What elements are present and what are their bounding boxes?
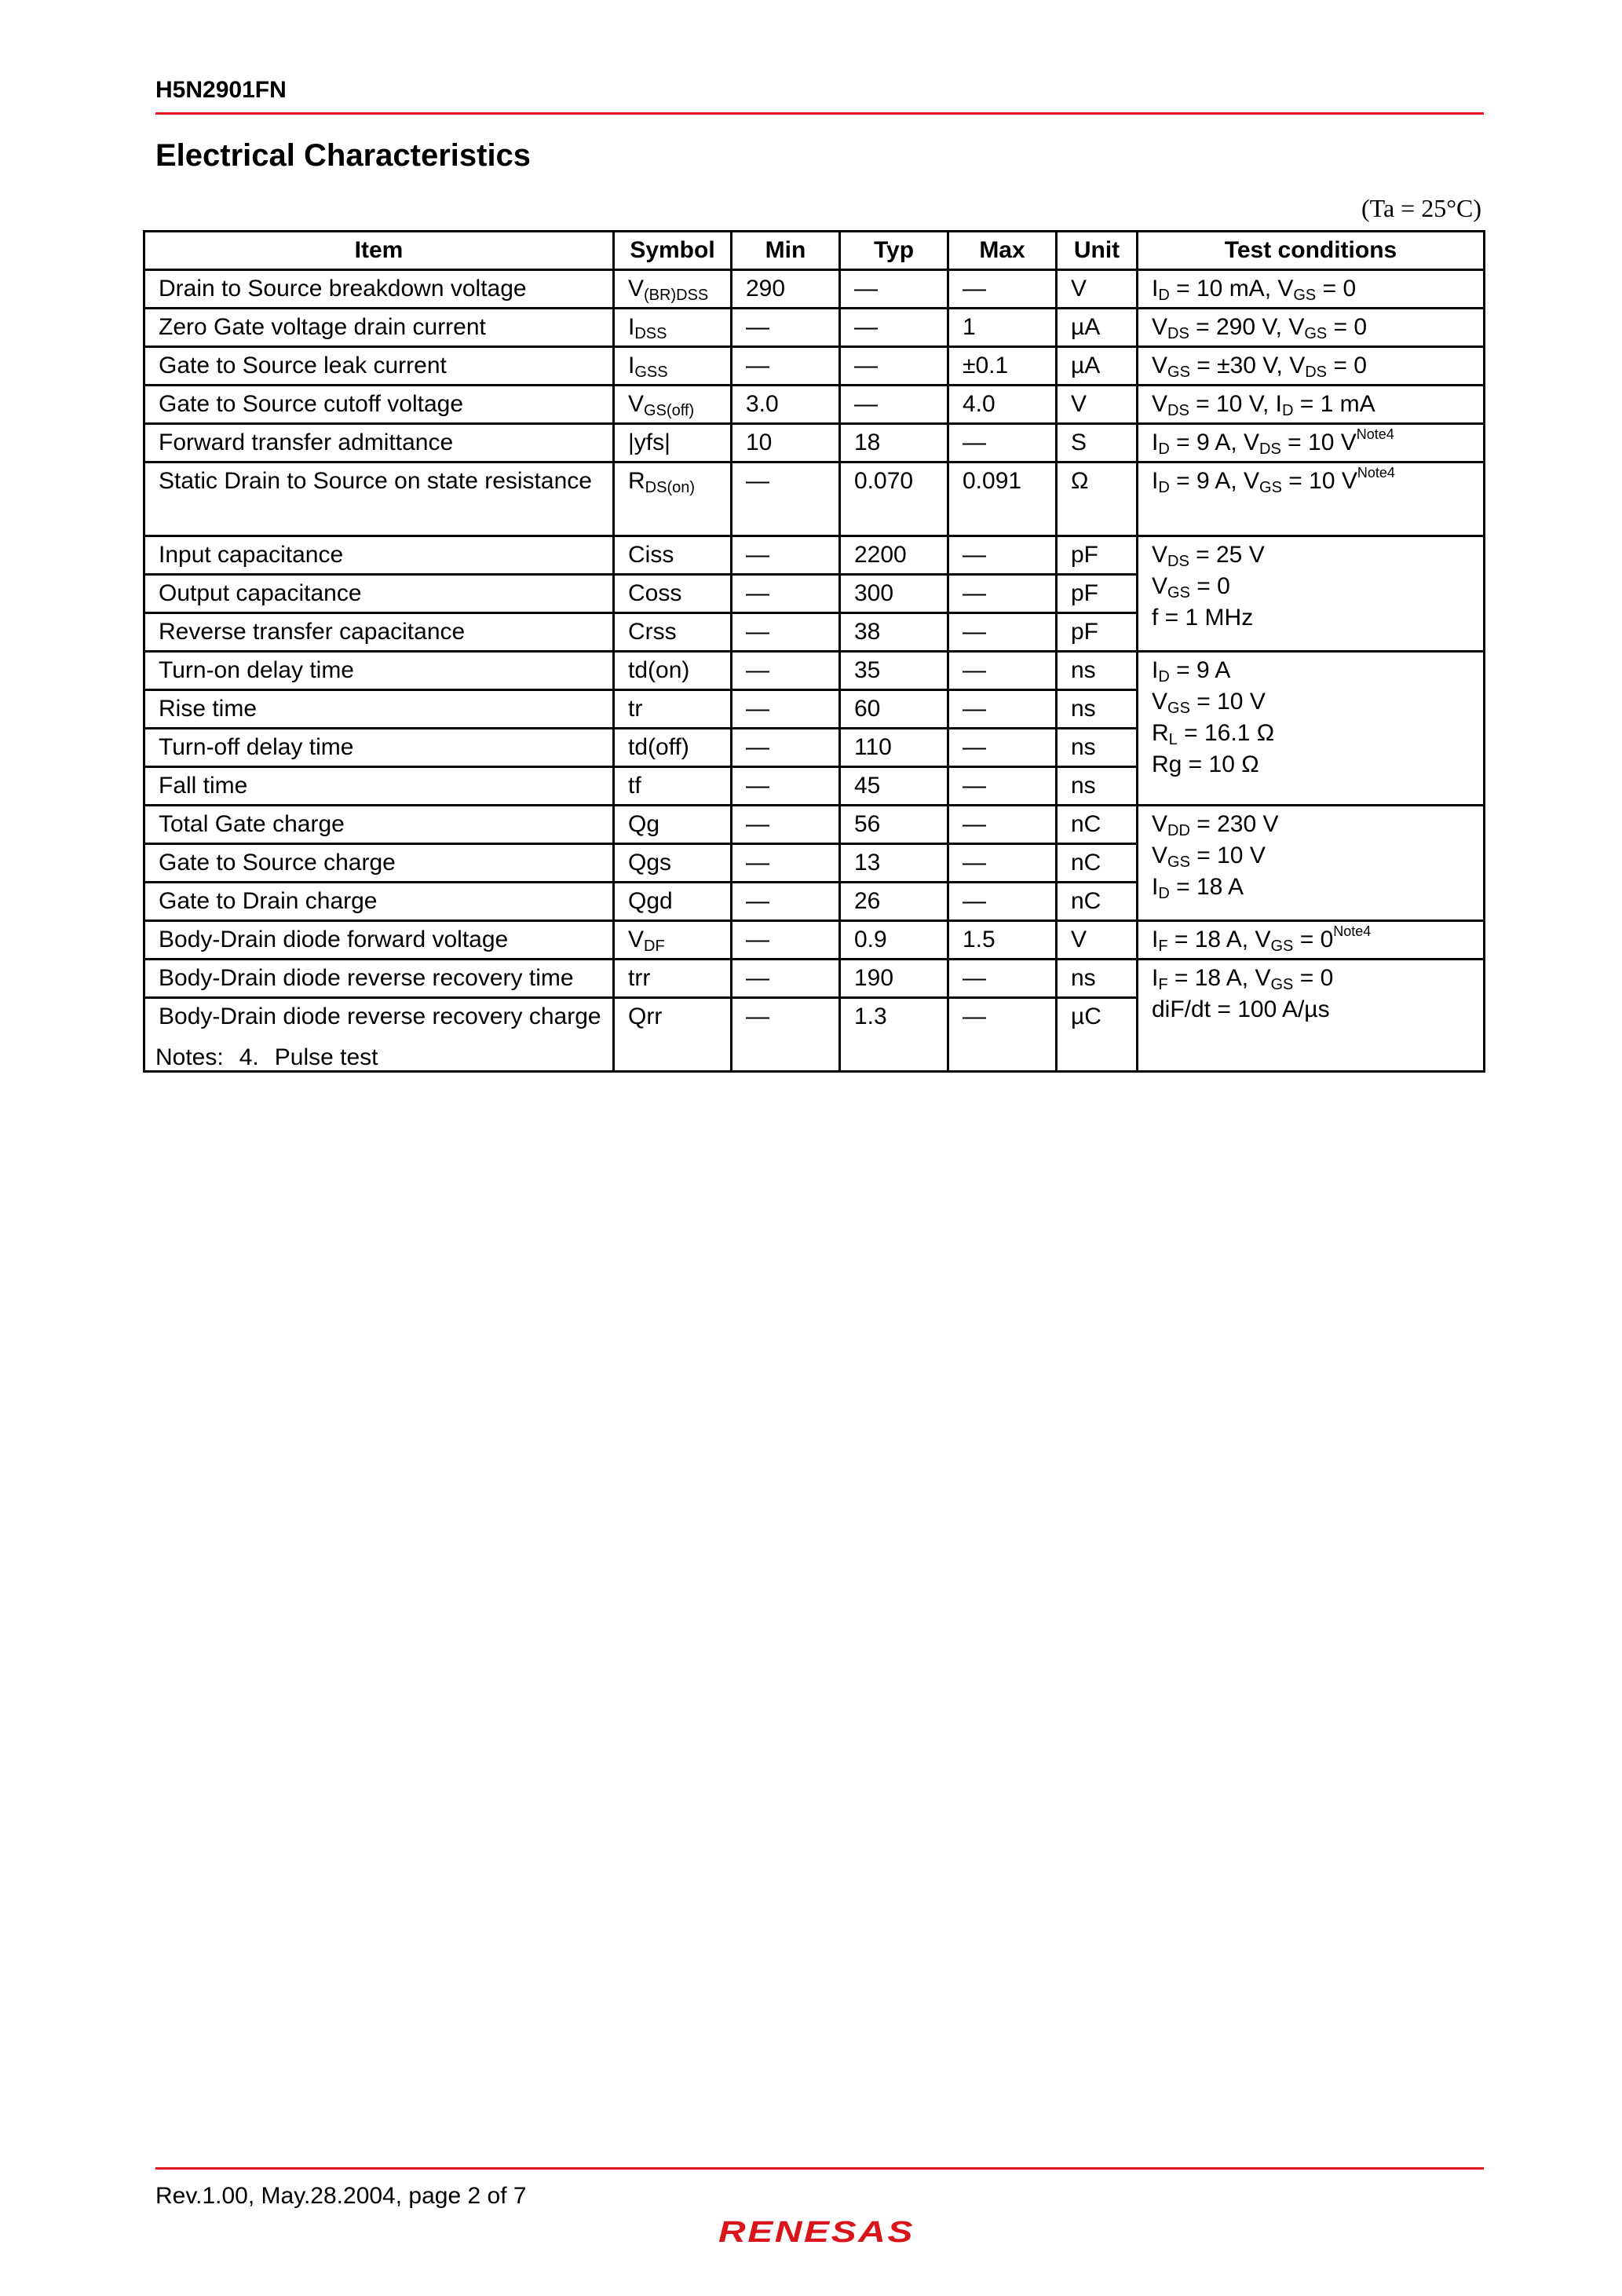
symbol-text: tf <box>628 773 641 799</box>
symbol-subscript: GS(off) <box>644 402 695 419</box>
symbol-text: td(off) <box>628 734 689 760</box>
symbol-text: Qg <box>628 811 660 837</box>
symbol-cell <box>614 883 732 921</box>
item-cell: Input capacitance <box>144 536 614 575</box>
unit-cell: ns <box>1057 652 1138 690</box>
max-cell: — <box>948 960 1057 998</box>
cond-text: R <box>1152 720 1169 746</box>
symbol-cell <box>614 309 732 347</box>
symbol-subscript: DS(on) <box>645 479 696 496</box>
symbol-cell <box>614 729 732 767</box>
max-cell: — <box>948 536 1057 575</box>
cond-text: = 10 V, I <box>1189 391 1282 417</box>
max-cell: — <box>948 767 1057 806</box>
symbol-cell <box>614 270 732 309</box>
cond-subscript: GS <box>1259 479 1282 496</box>
cond-text: I <box>1152 874 1159 900</box>
typ-cell: 56 <box>840 806 948 844</box>
symbol-text: Ciss <box>628 542 674 568</box>
typ-cell: 190 <box>840 960 948 998</box>
unit-cell: µA <box>1057 309 1138 347</box>
item-cell: Gate to Source cutoff voltage <box>144 386 614 424</box>
item-cell: Forward transfer admittance <box>144 424 614 462</box>
symbol-cell <box>614 690 732 729</box>
item-cell: Output capacitance <box>144 575 614 613</box>
unit-cell: pF <box>1057 575 1138 613</box>
test-conditions-cell <box>1138 536 1485 652</box>
typ-cell: 18 <box>840 424 948 462</box>
table-body <box>144 270 1485 1072</box>
cond-text: V <box>1152 391 1168 417</box>
symbol-cell <box>614 613 732 652</box>
cond-subscript: GS <box>1270 938 1294 955</box>
symbol-cell <box>614 536 732 575</box>
max-cell: 0.091 <box>948 462 1057 536</box>
cond-subscript: L <box>1168 731 1178 748</box>
test-conditions-cell <box>1138 386 1485 424</box>
table-row <box>144 806 1485 844</box>
cond-subscript: D <box>1158 441 1170 458</box>
symbol-cell <box>614 960 732 998</box>
symbol-cell <box>614 844 732 883</box>
test-conditions-cell <box>1138 309 1485 347</box>
cond-subscript: F <box>1158 938 1168 955</box>
cond-text: diF/dt = 100 A/µs <box>1152 996 1330 1022</box>
ambient-condition: (Ta = 25°C) <box>1361 194 1481 222</box>
cond-text: = 0 <box>1327 314 1368 340</box>
notes <box>155 1044 393 1071</box>
cond-subscript: GS <box>1304 325 1328 342</box>
item-cell: Body-Drain diode forward voltage <box>144 921 614 960</box>
typ-cell: — <box>840 386 948 424</box>
max-cell: ±0.1 <box>948 347 1057 386</box>
unit-cell: S <box>1057 424 1138 462</box>
min-cell: — <box>732 613 840 652</box>
cond-text: I <box>1152 468 1159 494</box>
item-cell: Gate to Drain charge <box>144 883 614 921</box>
item-cell: Gate to Source charge <box>144 844 614 883</box>
test-conditions-cell <box>1138 424 1485 462</box>
symbol-cell <box>614 767 732 806</box>
col-header: Min <box>732 232 840 270</box>
symbol-subscript: DF <box>644 938 665 955</box>
cond-subscript: DS <box>1259 441 1281 458</box>
cond-subscript: DS <box>1167 402 1189 419</box>
typ-cell: 45 <box>840 767 948 806</box>
min-cell: — <box>732 883 840 921</box>
cond-text: V <box>1152 353 1168 378</box>
col-header: Unit <box>1057 232 1138 270</box>
cond-text: V <box>1152 811 1168 837</box>
cond-text: = 10 V <box>1189 843 1266 868</box>
symbol-text: td(on) <box>628 657 690 683</box>
test-conditions-cell <box>1138 921 1485 960</box>
test-conditions-cell <box>1138 462 1485 536</box>
symbol-cell <box>614 386 732 424</box>
test-conditions-cell <box>1138 347 1485 386</box>
max-cell: — <box>948 652 1057 690</box>
cond-text: I <box>1152 276 1159 302</box>
unit-cell: µA <box>1057 347 1138 386</box>
cond-text: V <box>1152 314 1168 340</box>
symbol-text: I <box>628 314 635 340</box>
min-cell: — <box>732 309 840 347</box>
item-cell: Gate to Source leak current <box>144 347 614 386</box>
item-cell: Body-Drain diode reverse recovery charge <box>144 998 614 1072</box>
cond-subscript: DD <box>1167 822 1190 839</box>
cond-text: I <box>1152 657 1159 683</box>
table-row <box>144 960 1485 998</box>
min-cell: 290 <box>732 270 840 309</box>
typ-cell: 35 <box>840 652 948 690</box>
table-row <box>144 536 1485 575</box>
cond-text: = 9 A, V <box>1169 468 1260 494</box>
test-conditions-cell <box>1138 652 1485 806</box>
min-cell: — <box>732 462 840 536</box>
cond-text: I <box>1152 927 1159 952</box>
min-cell: — <box>732 767 840 806</box>
header-rule <box>155 112 1484 115</box>
max-cell: — <box>948 806 1057 844</box>
symbol-text: V <box>628 391 645 417</box>
cond-text: = 18 A <box>1169 874 1244 900</box>
max-cell: — <box>948 844 1057 883</box>
typ-cell: 2200 <box>840 536 948 575</box>
cond-subscript: GS <box>1167 854 1190 871</box>
cond-text: V <box>1152 689 1168 715</box>
item-cell: Total Gate charge <box>144 806 614 844</box>
cond-text: I <box>1152 965 1159 991</box>
typ-cell: 38 <box>840 613 948 652</box>
note-ref: Note4 <box>1357 465 1395 481</box>
cond-subscript: F <box>1158 976 1168 993</box>
max-cell: — <box>948 998 1057 1072</box>
symbol-cell <box>614 652 732 690</box>
table-row <box>144 270 1485 309</box>
typ-cell: 1.3 <box>840 998 948 1072</box>
cond-text: I <box>1152 430 1159 455</box>
min-cell: — <box>732 652 840 690</box>
footer-revision: Rev.1.00, May.28.2004, page 2 of 7 <box>155 2183 527 2209</box>
col-header: Typ <box>840 232 948 270</box>
cond-text: = 0 <box>1316 276 1357 302</box>
characteristics-table <box>143 230 1485 1073</box>
cond-text: = 9 A, V <box>1169 430 1260 455</box>
svg-text:RENESAS: RENESAS <box>718 2216 915 2249</box>
unit-cell: V <box>1057 270 1138 309</box>
item-cell: Zero Gate voltage drain current <box>144 309 614 347</box>
note-number: 4. <box>239 1044 259 1070</box>
item-cell: Turn-off delay time <box>144 729 614 767</box>
cond-text: = 0 <box>1327 353 1367 378</box>
unit-cell: V <box>1057 386 1138 424</box>
cond-text: = 290 V, V <box>1189 314 1305 340</box>
cond-text: = 25 V <box>1189 542 1265 568</box>
table-row <box>144 921 1485 960</box>
min-cell: — <box>732 960 840 998</box>
symbol-text: I <box>628 353 635 378</box>
unit-cell: pF <box>1057 536 1138 575</box>
min-cell: — <box>732 347 840 386</box>
cond-text: = 18 A, V <box>1167 965 1271 991</box>
cond-text: V <box>1152 542 1168 568</box>
section-title: Electrical Characteristics <box>155 138 532 173</box>
cond-text: V <box>1152 843 1168 868</box>
note-text: Pulse test <box>274 1044 378 1070</box>
max-cell: — <box>948 613 1057 652</box>
col-header: Item <box>144 232 614 270</box>
min-cell: — <box>732 729 840 767</box>
cond-subscript: D <box>1281 402 1294 419</box>
max-cell: — <box>948 575 1057 613</box>
symbol-subscript: GSS <box>634 364 668 381</box>
table-row <box>144 424 1485 462</box>
notes-label: Notes: <box>155 1044 224 1070</box>
symbol-text: Qgd <box>628 888 673 914</box>
max-cell: 4.0 <box>948 386 1057 424</box>
symbol-cell <box>614 921 732 960</box>
symbol-text: V <box>628 276 645 302</box>
cond-subscript: DS <box>1305 364 1328 381</box>
cond-subscript: GS <box>1293 287 1317 304</box>
cond-text: = 230 V <box>1189 811 1279 837</box>
symbol-text: trr <box>628 965 651 991</box>
cond-text: Rg = 10 Ω <box>1152 751 1259 777</box>
table-row <box>144 309 1485 347</box>
min-cell: 10 <box>732 424 840 462</box>
renesas-logo <box>718 2210 922 2250</box>
cond-subscript: DS <box>1167 325 1189 342</box>
part-number: H5N2901FN <box>155 77 287 103</box>
symbol-text: Crss <box>628 619 677 645</box>
cond-text: = 18 A, V <box>1167 927 1271 952</box>
symbol-text: R <box>628 468 645 494</box>
typ-cell: 0.070 <box>840 462 948 536</box>
cond-text: = 10 V <box>1189 689 1266 715</box>
cond-subscript: GS <box>1167 700 1190 717</box>
typ-cell: 0.9 <box>840 921 948 960</box>
cond-text: = 16.1 Ω <box>1177 720 1275 746</box>
col-header: Max <box>948 232 1057 270</box>
typ-cell: 26 <box>840 883 948 921</box>
min-cell: 3.0 <box>732 386 840 424</box>
unit-cell: nC <box>1057 883 1138 921</box>
min-cell: — <box>732 806 840 844</box>
test-conditions-cell <box>1138 960 1485 1072</box>
typ-cell: 13 <box>840 844 948 883</box>
unit-cell: ns <box>1057 690 1138 729</box>
unit-cell: Ω <box>1057 462 1138 536</box>
max-cell: — <box>948 424 1057 462</box>
item-cell: Fall time <box>144 767 614 806</box>
min-cell: — <box>732 575 840 613</box>
min-cell: — <box>732 998 840 1072</box>
symbol-text: |yfs| <box>628 430 670 455</box>
min-cell: — <box>732 844 840 883</box>
unit-cell: ns <box>1057 767 1138 806</box>
symbol-subscript: DSS <box>634 325 667 342</box>
max-cell: — <box>948 883 1057 921</box>
table-header-row <box>144 232 1485 270</box>
col-header: Test conditions <box>1138 232 1485 270</box>
cond-text: = 10 mA, V <box>1169 276 1294 302</box>
symbol-cell <box>614 998 732 1072</box>
symbol-cell <box>614 806 732 844</box>
unit-cell: pF <box>1057 613 1138 652</box>
symbol-cell <box>614 575 732 613</box>
table-row <box>144 386 1485 424</box>
min-cell: — <box>732 921 840 960</box>
test-conditions-cell <box>1138 270 1485 309</box>
max-cell: 1 <box>948 309 1057 347</box>
cond-subscript: GS <box>1167 584 1190 601</box>
max-cell: — <box>948 729 1057 767</box>
unit-cell: nC <box>1057 806 1138 844</box>
cond-subscript: GS <box>1270 976 1294 993</box>
cond-subscript: D <box>1158 287 1170 304</box>
footer-rule <box>155 2167 1484 2170</box>
max-cell: — <box>948 270 1057 309</box>
typ-cell: 300 <box>840 575 948 613</box>
unit-cell: ns <box>1057 729 1138 767</box>
table-row <box>144 652 1485 690</box>
cond-text: = 9 A <box>1169 657 1231 683</box>
cond-text: = 1 mA <box>1293 391 1375 417</box>
cond-text: = ±30 V, V <box>1189 353 1306 378</box>
cond-text: f = 1 MHz <box>1152 605 1254 631</box>
item-cell: Reverse transfer capacitance <box>144 613 614 652</box>
test-conditions-cell <box>1138 806 1485 921</box>
max-cell: 1.5 <box>948 921 1057 960</box>
symbol-cell <box>614 424 732 462</box>
cond-text: = 0 <box>1293 927 1334 952</box>
table-row <box>144 462 1485 536</box>
typ-cell: 60 <box>840 690 948 729</box>
symbol-text: V <box>628 927 645 952</box>
note-ref: Note4 <box>1333 923 1372 939</box>
symbol-text: Qgs <box>628 850 672 876</box>
item-cell: Drain to Source breakdown voltage <box>144 270 614 309</box>
symbol-cell <box>614 462 732 536</box>
unit-cell: µC <box>1057 998 1138 1072</box>
item-cell: Static Drain to Source on state resistance <box>144 462 614 536</box>
cond-subscript: D <box>1158 668 1170 686</box>
cond-text: = 0 <box>1293 965 1334 991</box>
cond-subscript: DS <box>1167 553 1189 570</box>
cond-text: = 0 <box>1189 573 1230 599</box>
cond-text: = 10 V <box>1280 430 1357 455</box>
max-cell: — <box>948 690 1057 729</box>
unit-cell: ns <box>1057 960 1138 998</box>
typ-cell: 110 <box>840 729 948 767</box>
typ-cell: — <box>840 347 948 386</box>
symbol-text: Qrr <box>628 1004 663 1029</box>
item-cell: Turn-on delay time <box>144 652 614 690</box>
typ-cell: — <box>840 309 948 347</box>
min-cell: — <box>732 536 840 575</box>
cond-text: = 10 V <box>1281 468 1357 494</box>
table-row <box>144 347 1485 386</box>
symbol-text: tr <box>628 696 643 722</box>
symbol-cell <box>614 347 732 386</box>
cond-subscript: D <box>1158 885 1170 902</box>
unit-cell: nC <box>1057 844 1138 883</box>
cond-subscript: D <box>1158 479 1170 496</box>
cond-text: V <box>1152 573 1168 599</box>
cond-subscript: GS <box>1167 364 1190 381</box>
item-cell: Rise time <box>144 690 614 729</box>
min-cell: — <box>732 690 840 729</box>
symbol-text: Coss <box>628 580 682 606</box>
col-header: Symbol <box>614 232 732 270</box>
item-cell: Body-Drain diode reverse recovery time <box>144 960 614 998</box>
symbol-subscript: (BR)DSS <box>644 287 709 304</box>
unit-cell: V <box>1057 921 1138 960</box>
typ-cell: — <box>840 270 948 309</box>
note-ref: Note4 <box>1356 426 1394 442</box>
